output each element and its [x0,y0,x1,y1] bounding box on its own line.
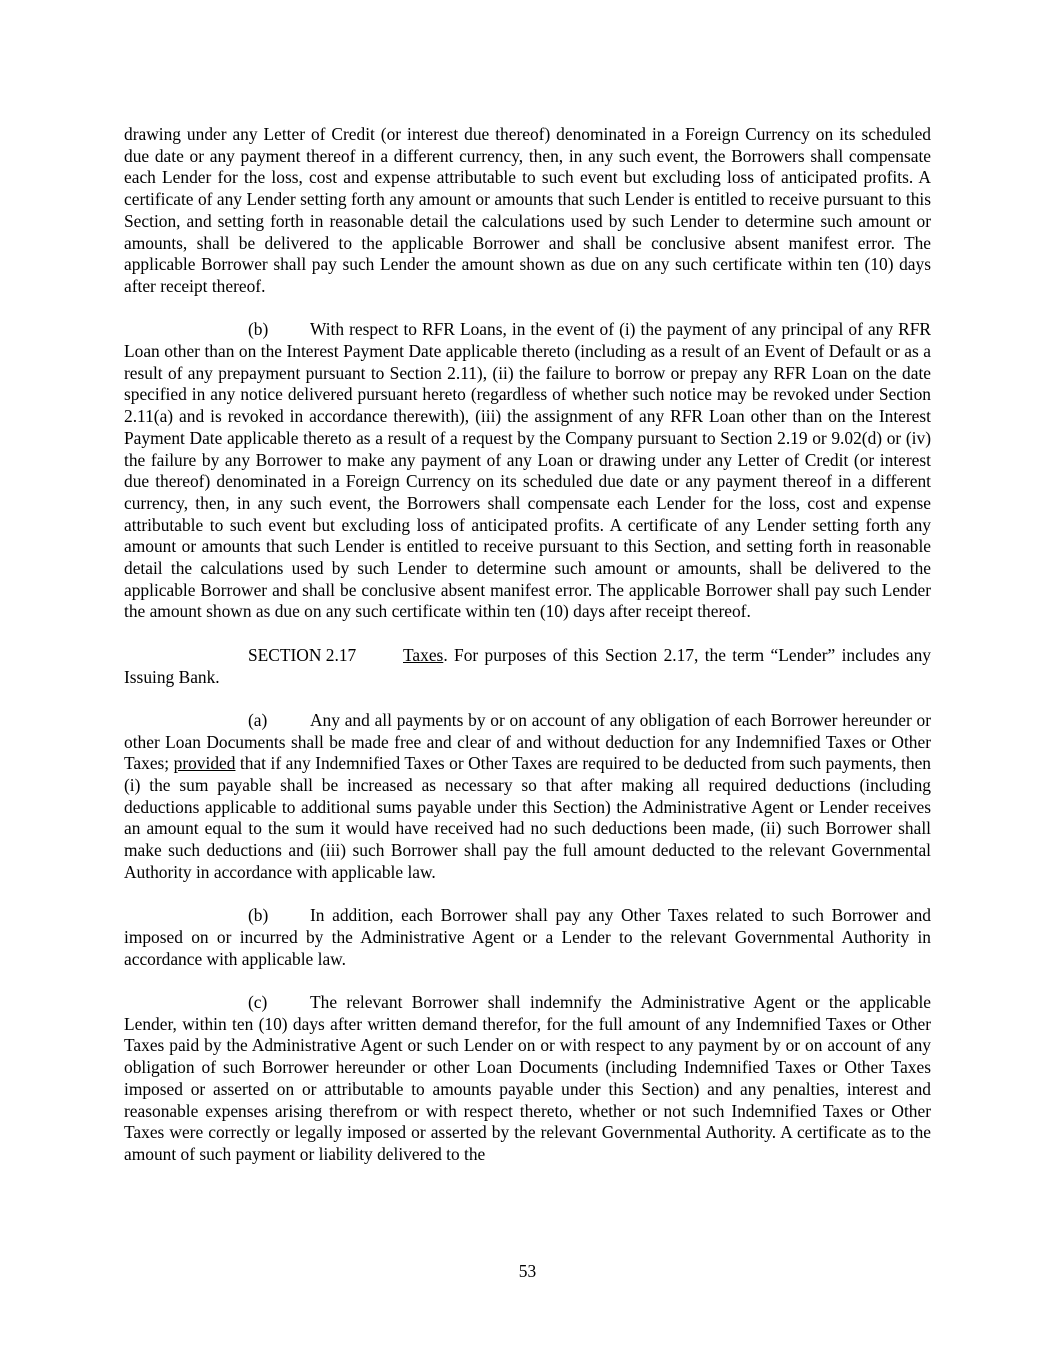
document-page [124,124,931,1187]
section-heading: Taxes [403,644,444,665]
section-2-17-heading-paragraph [124,645,931,688]
paragraph-label: (b) [248,319,269,340]
paragraph-continued [124,124,931,298]
paragraph-text: drawing under any Letter of Credit (or interest due thereof) denominated in a Foreign Currency on its scheduled due date or any payment thereof in a different currency, then, in any such event, the Borrowers shall compensate each Lender for the loss, cost and expense attributable to such event but excluding loss of anticipated profits. A certificate of any Lender setting forth any amount or amounts that such Lender is entitled to receive pursuant to this Section, and setting forth in reasonable detail the calculations used by such Lender to determine such amount or amounts, shall be delivered to the applicable Borrower and shall be conclusive absent manifest error. The applicable Borrower shall pay such Lender the amount shown as due on any such certificate within ten (10) days after receipt thereof. [124,124,931,296]
paragraph-text: Any and all payments by or on account of any obligation of each Borrower hereunder or other Loan Documents shall be made free and clear of and without deduction for any Indemnified Taxes or Other Taxes; [124,709,931,774]
paragraph-text: . For purposes of this Section 2.17, the term “Lender” includes any Issuing Bank. [124,644,931,687]
paragraph-text: In addition, each Borrower shall pay any Other Taxes related to such Borrower and imposed on or incurred by the Administrative Agent or a Lender to the relevant Governmental Authority in accordance with applicable law. [124,905,931,969]
underlined-term: provided [173,753,236,774]
paragraph-text: that if any Indemnified Taxes or Other Taxes are required to be deducted from such payments, then (i) the sum payable shall be increased as necessary so that after making all required deductions (including deductions applicable to additional sums payable under this Section) the Administrative Agent or Lender receives an amount equal to the sum it would have received had no such deductions been made, (ii) such Borrower shall make such deductions and (iii) such Borrower shall pay the full amount deducted to the relevant Governmental Authority in accordance with applicable law. [124,753,931,882]
paragraph-text: With respect to RFR Loans, in the event of (i) the payment of any principal of any RFR Loan other than on the Interest Payment Date applicable thereto (including as a result of an Event of Default or as a result of any prepayment pursuant to Section 2.11), (ii) the failure to borrow or prepay any RFR Loan on the date specified in any notice delivered pursuant hereto (regardless of whether such notice may be revoked under Section 2.11(a) and is revoked in accordance therewith), (iii) the assignment of any RFR Loan other than on the Interest Payment Date applicable thereto as a result of a request by the Company pursuant to Section 2.19 or 9.02(d) or (iv) the failure by any Borrower to make any payment of any Loan or drawing under any Letter of Credit (or interest due thereof) denominated in a Foreign Currency on its scheduled due date or any payment thereof in a different currency, then, in any such event, the Borrowers shall compensate each Lender for the loss, cost and expense attributable to such event but excluding loss of anticipated profits. A certificate of any Lender setting forth any amount or amounts that such Lender is entitled to receive pursuant to this Section, and setting forth in reasonable detail the calculations used by such Lender to determine such amount or amounts, shall be delivered to the applicable Borrower and shall be conclusive absent manifest error. The applicable Borrower shall pay such Lender the amount shown as due on any such certificate within ten (10) days after receipt thereof. [124,319,931,622]
paragraph-label: (a) [248,709,268,730]
paragraph-b-rfr-loans [124,319,931,623]
section-label: SECTION 2.17 [248,644,357,665]
paragraph-b-other-taxes [124,905,931,970]
paragraph-a-taxes [124,710,931,884]
paragraph-label: (c) [248,992,268,1013]
paragraph-label: (b) [248,905,269,926]
page-number: 53 [518,1261,537,1281]
paragraph-c-indemnify [124,992,931,1166]
paragraph-text: The relevant Borrower shall indemnify the Administrative Agent or the applicable Lender, within ten (10) days after written demand therefor, for the full amount of any Indemnified Taxes or Other Taxes paid by the Administrative Agent or such Lender on or with respect to any payment by or on account of any obligation of such Borrower hereunder or other Loan Documents (including Indemnified Taxes or Other Taxes imposed or asserted on or attributable to amounts payable under this Section) and any penalties, interest and reasonable expenses arising therefrom or with respect thereto, whether or not such Indemnified Taxes or Other Taxes were correctly or legally imposed or asserted by the relevant Governmental Authority. A certificate as to the amount of such payment or liability delivered to the [124,992,931,1164]
